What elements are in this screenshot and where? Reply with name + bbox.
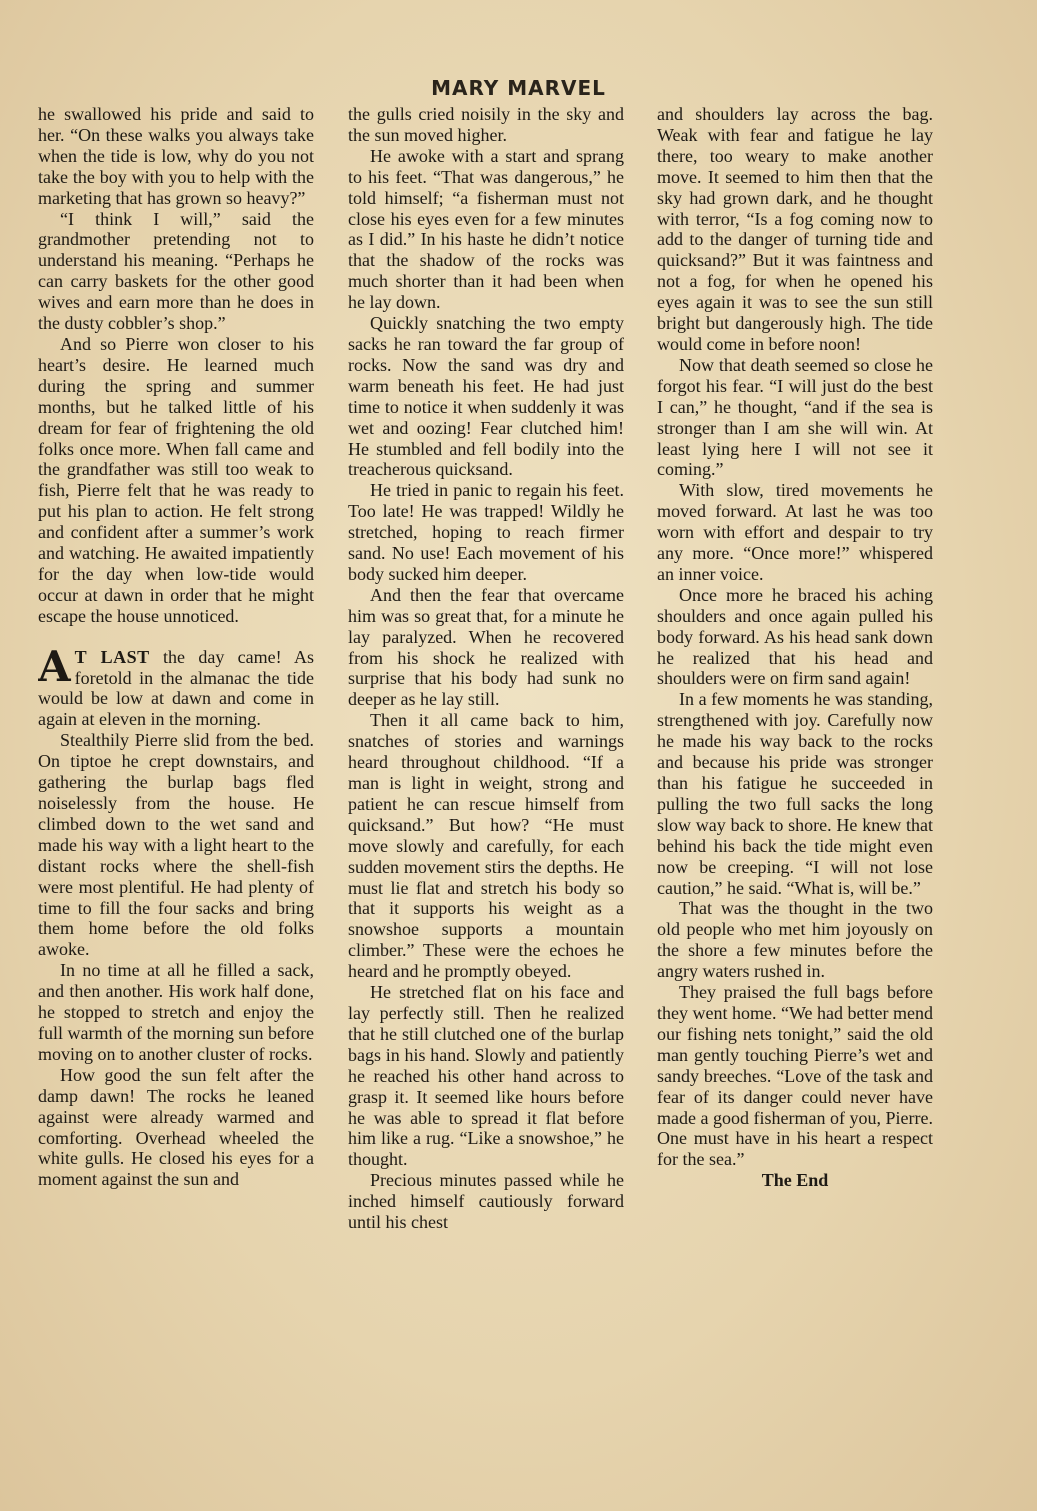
paragraph: and shoulders lay across the bag. Weak with fear and fatigue he lay there, too weary to make another move. It seemed to him then that the sky had grown dark, and he thought with terror, “Is a fog coming now to add to the danger of turning tide and quicksand?” But it was faintness and not a fog, for when he opened his eyes again it was to see the sun still bright but dangerously high. The tide would come in before noon!	[657, 104, 933, 354]
paragraph: In a few moments he was standing, strengthened with joy. Carefully now he made his way back to the rocks and because his pride was stronger than his fatigue he succeeded in pulling the two full sacks the long slow way back to shore. He knew that behind his back the tide might even now be creeping. “I will not lose caution,” he said. “What is, will be.”	[657, 689, 933, 898]
column-2	[348, 104, 624, 1464]
paragraph: Once more he braced his aching shoulders and once again pulled his body forward. As his head sank down he realized that his head and shoulders were on firm sand again!	[657, 584, 933, 689]
section-opening	[38, 641, 314, 731]
paragraph: Quickly snatching the two empty sacks he ran toward the far group of rocks. Now the sand was dry and warm beneath his feet. He had just time to notice it when suddenly it was wet and oozing! Fear clutched him! He stumbled and fell bodily into the treacherous quicksand.	[348, 313, 624, 480]
run-in-heading: T LAST	[74, 646, 150, 667]
paragraph: he swallowed his pride and said to her. “On these walks you always take when the tide is low, why do you not take the boy with you to help with the marketing that has grown so heavy?”	[38, 104, 314, 208]
paragraph: He tried in panic to regain his feet. Too late! He was trapped! Wildly he stretched, hoping to reach firmer sand. No use! Each movement of his body sucked him deeper.	[348, 480, 624, 584]
paragraph: Stealthily Pierre slid from the bed. On tiptoe he crept downstairs, and gathering the burlap bags fled noiselessly from the house. He climbed down to the wet sand and made his way with a light heart to the distant rocks where the shell-fish were most plentiful. He had plenty of time to fill the four sacks and bring them home before the old folks awoke.	[38, 730, 314, 960]
paragraph: Precious minutes passed while he inched himself cautiously forward until his chest	[348, 1170, 624, 1233]
paragraph: And so Pierre won closer to his heart’s desire. He learned much during the spring and summer months, but he talked little of his dream for fear of frightening the old folks once more. When fall came and the grandfather was still too weak to fish, Pierre felt that he was ready to put his plan to action. He felt strong and confident after a summer’s work and watching. He awaited impatiently for the day when low-tide would occur at dawn in order that he might escape the house unnoticed.	[38, 333, 314, 626]
paragraph: Then it all came back to him, snatches of stories and warnings heard throughout childhood. “If a man is light in weight, strong and patient he can rescue himself from quicksand.” But how? “He must move slowly and carefully, for each sudden movement stirs the depths. He must lie flat and stretch his body so that it supports his weight as a snowshoe supports a mountain climber.” These were the echoes he heard and he promptly obeyed.	[348, 710, 624, 982]
paragraph: “I think I will,” said the grandmother pretending not to understand his meaning. “Perhaps he can carry baskets for the other good wives and earn more than he does in the dusty cobbler’s shop.”	[38, 208, 314, 334]
paragraph: the gulls cried noisily in the sky and the sun moved higher.	[348, 104, 624, 145]
paragraph: In no time at all he filled a sack, and then another. His work half done, he stopped to stretch and enjoy the full warmth of the morning sun before moving on to another cluster of rocks.	[38, 960, 314, 1064]
paragraph: He awoke with a start and sprang to his feet. “That was dangerous,” he told himself; “a fisherman must not close his eyes even for a few minutes as I did.” In his haste he didn’t notice that the shadow of the rocks was much shorter than it had been when he lay down.	[348, 145, 624, 313]
section-opening-text: the day came! As foretold in the almanac the tide would be low at dawn and come in again at eleven in the morning.	[38, 646, 314, 730]
paragraph: And then the fear that overcame him was so great that, for a minute he lay paralyzed. When he recovered from his shock he realized with surprise that his body had sunk no deeper as he lay still.	[348, 584, 624, 710]
paragraph: He stretched flat on his face and lay perfectly still. Then he realized that he still clutched one of the burlap bags in his hand. Slowly and patiently he reached his other hand across to grasp it. It seemed like hours before he was able to spread it flat before him like a rug. “Like a snowshoe,” he thought.	[348, 982, 624, 1170]
paragraph: That was the thought in the two old people who met him joyously on the shore a few minutes before the angry waters rushed in.	[657, 898, 933, 982]
paragraph: Now that death seemed so close he forgot his fear. “I will just do the best I can,” he thought, “and if the sea is stronger than I am she will win. At least lying here I will not see it coming.”	[657, 354, 933, 480]
drop-cap: A	[38, 641, 71, 691]
column-1	[38, 104, 314, 1464]
paragraph: They praised the full bags before they went home. “We had better mend our fishing nets tonight,” said the old man gently touching Pierre’s wet and sandy breeches. “Love of the task and fear of its danger could never have made a good fisherman of you, Pierre. One must have in his heart a respect for the sea.”	[657, 982, 933, 1170]
page-header: MARY MARVEL	[431, 76, 606, 100]
paragraph: With slow, tired movements he moved forward. At last he was too worn with effort and despair to try any more. “Once more!” whispered an inner voice.	[657, 480, 933, 584]
column-3	[657, 104, 933, 1464]
paragraph: How good the sun felt after the damp dawn! The rocks he leaned against were already warmed and comforting. Overhead wheeled the white gulls. He closed his eyes for a moment against the sun and	[38, 1064, 314, 1190]
story-ending: The End	[761, 1170, 829, 1191]
